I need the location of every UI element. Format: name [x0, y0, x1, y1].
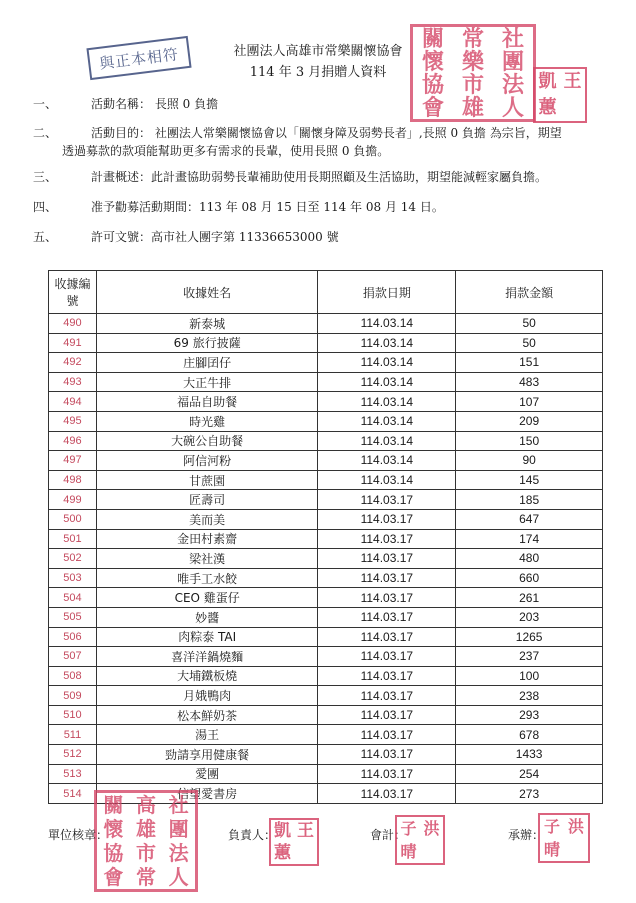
donation-date-cell: 114.03.17	[318, 568, 456, 588]
receipt-name-cell: 阿信河粉	[96, 451, 318, 471]
item-text: 許可文號：高市社人團字第 11336653000 號	[91, 230, 339, 244]
donation-date-cell: 114.03.14	[318, 451, 456, 471]
receipt-name-cell: 勁請享用健康餐	[96, 745, 318, 765]
receipt-name-cell: 喜洋洋鍋燒麵	[96, 647, 318, 667]
table-row	[49, 607, 603, 627]
table-row	[49, 549, 603, 569]
donation-amount-cell: 100	[456, 666, 603, 686]
donation-amount-cell: 647	[456, 509, 603, 529]
donation-amount-cell: 185	[456, 490, 603, 510]
donation-date-cell: 114.03.17	[318, 745, 456, 765]
receipt-no-cell: 501	[49, 529, 97, 549]
donation-amount-cell: 293	[456, 705, 603, 725]
donation-amount-cell: 273	[456, 784, 603, 804]
donation-date-cell: 114.03.14	[318, 372, 456, 392]
donation-amount-cell: 660	[456, 568, 603, 588]
seal-char: 社	[501, 25, 524, 52]
item-activity-purpose	[33, 124, 562, 141]
receipt-no-cell: 511	[49, 725, 97, 745]
table-row	[49, 666, 603, 686]
donation-date-cell: 114.03.17	[318, 490, 456, 510]
seal-char: 晴	[543, 839, 560, 859]
accountant-label: 會計：	[370, 828, 407, 842]
table-row	[49, 451, 603, 471]
table-row	[49, 431, 603, 451]
table-row	[49, 725, 603, 745]
receipt-no-cell: 508	[49, 666, 97, 686]
receipt-name-cell: 69 旅行披薩	[96, 333, 318, 353]
receipt-name-cell: 甘蔗園	[96, 470, 318, 490]
header-receipt-name: 收據姓名	[96, 271, 318, 314]
donation-amount-cell: 1433	[456, 745, 603, 765]
receipt-name-cell: 新泰城	[96, 314, 318, 334]
item-text: 准予勸募活動期間：113 年 08 月 15 日至 114 年 08 月 14 日。	[91, 200, 444, 214]
chairman-seal-top	[533, 67, 587, 123]
donation-date-cell: 114.03.14	[318, 470, 456, 490]
header-receipt-no: 收據編號	[49, 271, 97, 314]
donation-date-cell: 114.03.17	[318, 686, 456, 706]
seal-char: 人	[501, 94, 524, 121]
unit-check-label: 單位核章：	[48, 828, 109, 842]
receipt-no-cell: 514	[49, 784, 97, 804]
seal-char: 洪	[567, 816, 584, 836]
seal-char: 法	[168, 841, 189, 865]
seal-char: 關	[421, 25, 444, 52]
receipt-no-cell: 505	[49, 607, 97, 627]
seal-char: 雄	[461, 94, 484, 121]
receipt-no-cell: 493	[49, 372, 97, 392]
table-row	[49, 509, 603, 529]
donation-date-cell: 114.03.14	[318, 431, 456, 451]
doc-title: 114 年 3 月捐贈人資料	[249, 65, 387, 80]
seal-char: 社	[168, 793, 189, 817]
receipt-name-cell: 大埔鐵板燒	[96, 666, 318, 686]
item-fundraising-period	[33, 198, 444, 215]
donation-amount-cell: 174	[456, 529, 603, 549]
seal-char: 團	[168, 817, 189, 841]
donation-amount-cell: 151	[456, 353, 603, 373]
seal-char: 市	[135, 841, 156, 865]
table-row	[49, 392, 603, 412]
donation-amount-cell: 254	[456, 764, 603, 784]
seal-char: 洪	[423, 818, 440, 838]
org-seal-bottom	[94, 790, 198, 892]
table-row	[49, 647, 603, 667]
receipt-no-cell: 503	[49, 568, 97, 588]
receipt-name-cell: 金田村素齋	[96, 529, 318, 549]
receipt-no-cell: 497	[49, 451, 97, 471]
seal-char: 關	[103, 793, 124, 817]
item-text: 透過募款的款項能幫助更多有需求的長輩，使用長照 0 負擔。	[62, 144, 390, 158]
seal-char: 雄	[135, 817, 156, 841]
donation-amount-cell: 678	[456, 725, 603, 745]
receipt-no-cell: 490	[49, 314, 97, 334]
table-row	[49, 764, 603, 784]
chairman-seal-bottom	[269, 818, 319, 866]
receipt-name-cell: 松本鮮奶茶	[96, 705, 318, 725]
table-row	[49, 529, 603, 549]
donation-table	[48, 270, 603, 804]
table-row	[49, 686, 603, 706]
receipt-name-cell: 愛團	[96, 764, 318, 784]
donation-date-cell: 114.03.17	[318, 764, 456, 784]
donation-amount-cell: 90	[456, 451, 603, 471]
receipt-name-cell: 庄腳囝仔	[96, 353, 318, 373]
seal-char: 子	[543, 816, 560, 836]
seal-char: 子	[400, 818, 417, 838]
donation-date-cell: 114.03.17	[318, 509, 456, 529]
item-number: 二、	[33, 126, 58, 140]
seal-char: 王	[563, 71, 582, 92]
seal-char: 協	[103, 841, 124, 865]
donation-amount-cell: 107	[456, 392, 603, 412]
receipt-name-cell: 梁社漢	[96, 549, 318, 569]
donation-amount-cell: 203	[456, 607, 603, 627]
table-row	[49, 470, 603, 490]
item-activity-purpose-continued	[62, 142, 389, 159]
item-permit-number	[33, 228, 339, 245]
table-row	[49, 372, 603, 392]
donation-date-cell: 114.03.17	[318, 647, 456, 667]
receipt-name-cell: CEO 雞蛋仔	[96, 588, 318, 608]
table-header-row	[49, 271, 603, 314]
seal-char: 蕙	[538, 97, 557, 118]
receipt-no-cell: 507	[49, 647, 97, 667]
seal-char: 王	[297, 820, 314, 841]
seal-char: 會	[103, 865, 124, 889]
item-activity-name	[33, 95, 218, 112]
seal-char: 協	[421, 71, 444, 98]
org-seal-top	[410, 24, 536, 122]
receipt-no-cell: 494	[49, 392, 97, 412]
receipt-name-cell: 信望愛書房	[96, 784, 318, 804]
donation-amount-cell: 261	[456, 588, 603, 608]
receipt-name-cell: 美而美	[96, 509, 318, 529]
receipt-name-cell: 妙醬	[96, 607, 318, 627]
donation-amount-cell: 480	[456, 549, 603, 569]
donation-date-cell: 114.03.17	[318, 725, 456, 745]
donation-date-cell: 114.03.17	[318, 607, 456, 627]
receipt-name-cell: 匠壽司	[96, 490, 318, 510]
seal-char: 法	[501, 71, 524, 98]
donation-amount-cell: 1265	[456, 627, 603, 647]
item-plan-overview	[33, 168, 547, 185]
donation-date-cell: 114.03.17	[318, 666, 456, 686]
donation-amount-cell: 50	[456, 314, 603, 334]
item-number: 三、	[33, 170, 58, 184]
seal-char: 人	[168, 865, 189, 889]
receipt-no-cell: 496	[49, 431, 97, 451]
table-row	[49, 745, 603, 765]
header-donation-amount: 捐款金額	[456, 271, 603, 314]
table-row	[49, 588, 603, 608]
receipt-no-cell: 491	[49, 333, 97, 353]
receipt-name-cell: 時光雞	[96, 411, 318, 431]
receipt-name-cell: 湯王	[96, 725, 318, 745]
donation-date-cell: 114.03.14	[318, 333, 456, 353]
receipt-no-cell: 502	[49, 549, 97, 569]
item-number: 四、	[33, 200, 58, 214]
receipt-no-cell: 498	[49, 470, 97, 490]
table-row	[49, 705, 603, 725]
table-row	[49, 411, 603, 431]
item-number: 一、	[33, 97, 58, 111]
undertaker-seal	[538, 813, 590, 863]
seal-char: 懷	[103, 817, 124, 841]
receipt-no-cell: 499	[49, 490, 97, 510]
seal-char: 常	[461, 25, 484, 52]
donation-date-cell: 114.03.14	[318, 392, 456, 412]
receipt-no-cell: 492	[49, 353, 97, 373]
receipt-name-cell: 大碗公自助餐	[96, 431, 318, 451]
receipt-name-cell: 月娥鴨肉	[96, 686, 318, 706]
receipt-name-cell: 肉粽泰 TAI	[96, 627, 318, 647]
chairman-label: 負責人：	[228, 828, 277, 842]
donation-date-cell: 114.03.14	[318, 353, 456, 373]
seal-char: 會	[421, 94, 444, 121]
table-row	[49, 490, 603, 510]
donation-amount-cell: 483	[456, 372, 603, 392]
seal-char: 蕙	[274, 842, 291, 863]
donation-date-cell: 114.03.14	[318, 314, 456, 334]
donation-date-cell: 114.03.17	[318, 549, 456, 569]
seal-char: 團	[501, 48, 524, 75]
receipt-no-cell: 513	[49, 764, 97, 784]
receipt-name-cell: 大正牛排	[96, 372, 318, 392]
donation-date-cell: 114.03.17	[318, 784, 456, 804]
table-row	[49, 333, 603, 353]
seal-char: 市	[461, 71, 484, 98]
item-text: 活動目的： 社團法人常樂關懷協會以「關懷身障及弱勢長者」,長照 0 負擔 為宗旨，期望	[91, 126, 562, 140]
table-row	[49, 314, 603, 334]
item-text: 計畫概述：此計畫協助弱勢長輩補助使用長期照顧及生活協助，期望能減輕家屬負擔。	[91, 170, 548, 184]
item-text: 活動名稱： 長照 0 負擔	[91, 97, 219, 111]
table-row	[49, 568, 603, 588]
seal-char: 凱	[538, 71, 557, 92]
item-number: 五、	[33, 230, 58, 244]
donation-date-cell: 114.03.17	[318, 627, 456, 647]
table-row	[49, 353, 603, 373]
receipt-no-cell: 495	[49, 411, 97, 431]
donation-amount-cell: 150	[456, 431, 603, 451]
receipt-no-cell: 512	[49, 745, 97, 765]
seal-char: 懷	[421, 48, 444, 75]
seal-char: 凱	[274, 820, 291, 841]
seal-char: 樂	[461, 48, 484, 75]
receipt-no-cell: 500	[49, 509, 97, 529]
receipt-no-cell: 510	[49, 705, 97, 725]
donation-date-cell: 114.03.17	[318, 705, 456, 725]
accountant-seal	[395, 815, 445, 865]
receipt-no-cell: 506	[49, 627, 97, 647]
certified-copy-stamp: 與正本相符	[86, 36, 191, 80]
table-row	[49, 627, 603, 647]
header-donation-date: 捐款日期	[318, 271, 456, 314]
receipt-name-cell: 唯手工水餃	[96, 568, 318, 588]
receipt-no-cell: 504	[49, 588, 97, 608]
donation-amount-cell: 209	[456, 411, 603, 431]
donation-amount-cell: 145	[456, 470, 603, 490]
receipt-name-cell: 福品自助餐	[96, 392, 318, 412]
seal-char: 高	[135, 793, 156, 817]
donation-date-cell: 114.03.17	[318, 588, 456, 608]
undertaker-label: 承辦：	[508, 828, 545, 842]
donation-amount-cell: 238	[456, 686, 603, 706]
donation-date-cell: 114.03.17	[318, 529, 456, 549]
org-title: 社團法人高雄市常樂關懷協會	[233, 44, 403, 59]
donation-date-cell: 114.03.14	[318, 411, 456, 431]
donation-amount-cell: 237	[456, 647, 603, 667]
donation-amount-cell: 50	[456, 333, 603, 353]
seal-char: 晴	[400, 841, 417, 861]
receipt-no-cell: 509	[49, 686, 97, 706]
seal-char: 常	[135, 865, 156, 889]
